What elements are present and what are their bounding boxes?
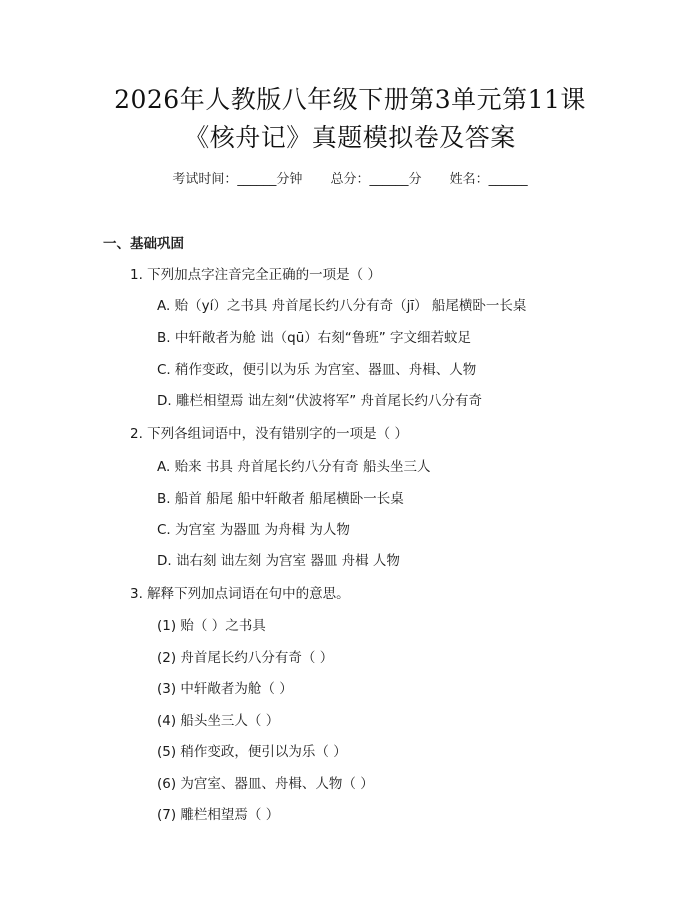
q1-option-d: D. 雕栏相望焉 诎左刻“伏波将军” 舟首尾长约八分有奇 xyxy=(157,393,483,409)
exam-score: 总分：______分 xyxy=(330,172,422,187)
q3-item-6: (6) 为宫室、器皿、舟楫、人物（ ） xyxy=(157,776,374,792)
q2-option-a: A. 贻来 书具 舟首尾长约八分有奇 船头坐三人 xyxy=(157,459,431,475)
question-3: 3. 解释下列加点词语在句中的意思。 xyxy=(130,586,350,602)
section-heading: 一、基础巩固 xyxy=(103,236,184,252)
page-title-line1: 2026年人教版八年级下册第3单元第11课 xyxy=(114,85,586,114)
q3-item-7: (7) 雕栏相望焉（ ） xyxy=(157,807,280,823)
q1-option-b: B. 中轩敞者为舱 诎（qū）右刻“鲁班” 字文细若蚊足 xyxy=(157,330,472,346)
exam-time: 考试时间：______分钟 xyxy=(172,172,303,187)
q3-item-3: (3) 中轩敞者为舱（ ） xyxy=(157,681,293,697)
q2-option-c: C. 为宫室 为器皿 为舟楫 为人物 xyxy=(157,522,350,538)
q1-option-a: A. 贻（yí）之书具 舟首尾长约八分有奇（jī） 船尾横卧一长桌 xyxy=(157,298,527,314)
q3-item-4: (4) 船头坐三人（ ） xyxy=(157,713,280,729)
exam-meta xyxy=(0,168,700,187)
q3-item-1: (1) 贻（ ）之书具 xyxy=(157,618,266,634)
page-title-line2: 《核舟记》真题模拟卷及答案 xyxy=(184,123,516,152)
q2-option-d: D. 诎右刻 诎左刻 为宫室 器皿 舟楫 人物 xyxy=(157,553,400,569)
q1-option-c: C. 稍作变政，便引以为乐 为宫室、器皿、舟楫、人物 xyxy=(157,362,477,378)
q3-item-2: (2) 舟首尾长约八分有奇（ ） xyxy=(157,650,334,666)
question-2: 2. 下列各组词语中，没有错别字的一项是（ ） xyxy=(130,426,408,442)
q2-option-b: B. 船首 船尾 船中轩敞者 船尾横卧一长桌 xyxy=(157,491,404,507)
question-1: 1. 下列加点字注音完全正确的一项是（ ） xyxy=(130,267,381,283)
exam-name: 姓名：______ xyxy=(449,172,528,187)
q3-item-5: (5) 稍作变政，便引以为乐（ ） xyxy=(157,744,347,760)
